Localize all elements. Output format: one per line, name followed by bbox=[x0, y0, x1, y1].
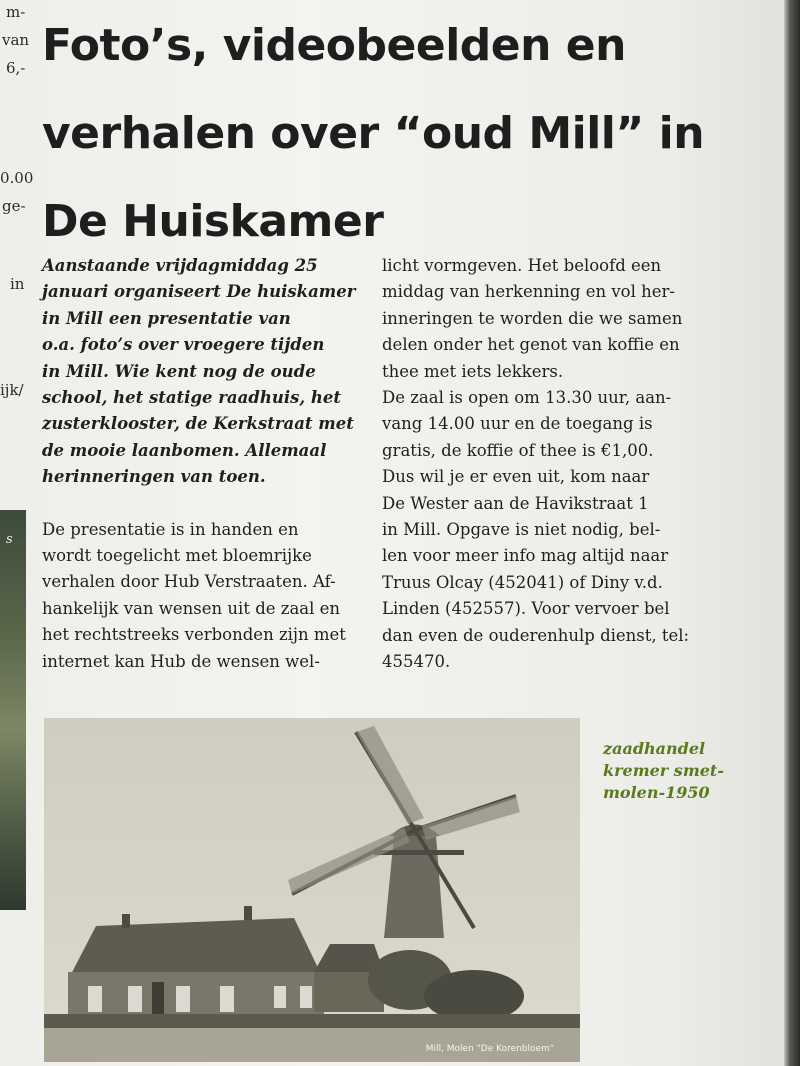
body-line: het rechtstreeks verbonden zijn met bbox=[42, 625, 346, 645]
photo-label: Mill, Molen "De Korenbloem" bbox=[425, 1044, 554, 1054]
body-line: inneringen te worden die we samen bbox=[382, 308, 683, 328]
intro-line: Aanstaande vrijdagmiddag 25 bbox=[42, 256, 318, 275]
windmill-photo bbox=[44, 718, 580, 1062]
neighbor-photo-text: s bbox=[6, 532, 13, 547]
neighbor-fragment: m- bbox=[6, 3, 26, 21]
article-headline bbox=[42, 2, 742, 266]
neighbor-fragment: ge- bbox=[2, 197, 26, 215]
body-line: dan even de ouderenhulp dienst, tel: bbox=[382, 625, 690, 645]
body-line: De presentatie is in handen en bbox=[42, 519, 299, 539]
body-line: len voor meer info mag altijd naar bbox=[382, 546, 669, 566]
body-line: Dus wil je er even uit, kom naar bbox=[382, 467, 650, 487]
intro-line: o.a. foto’s over vroegere tijden bbox=[42, 335, 325, 355]
headline-line: verhalen over “oud Mill” in bbox=[42, 108, 705, 159]
article-intro bbox=[42, 253, 372, 491]
body-line: 455470. bbox=[382, 652, 451, 672]
body-line: vang 14.00 uur en de toegang is bbox=[382, 414, 653, 434]
neighbor-photo bbox=[0, 510, 26, 910]
page-edge bbox=[784, 0, 800, 1066]
body-line: hankelijk van wensen uit de zaal en bbox=[42, 598, 341, 618]
body-line: verhalen door Hub Verstraaten. Af- bbox=[42, 572, 336, 592]
intro-line: zusterklooster, de Kerkstraat met bbox=[42, 414, 354, 434]
article-column-right bbox=[382, 253, 710, 676]
body-line: delen onder het genot van koffie en bbox=[382, 335, 680, 355]
body-line: gratis, de koffie of thee is €1,00. bbox=[382, 440, 654, 460]
neighbor-fragment: 6,- bbox=[6, 59, 26, 77]
windmill-photo-illustration bbox=[44, 718, 580, 1062]
caption-line: molen-1950 bbox=[603, 783, 710, 802]
body-line: wordt toegelicht met bloemrijke bbox=[42, 546, 312, 566]
article-column-left bbox=[42, 253, 372, 675]
neighbor-fragment: ijk/ bbox=[0, 381, 24, 399]
neighbor-fragment: 0.00 bbox=[0, 169, 34, 187]
article-body-right-p1 bbox=[382, 253, 710, 385]
headline-line: De Huiskamer bbox=[42, 196, 384, 247]
intro-line: januari organiseert De huiskamer bbox=[42, 282, 356, 302]
intro-line: de mooie laanbomen. Allemaal bbox=[42, 440, 327, 460]
neighbor-fragment: van bbox=[2, 31, 30, 49]
intro-line: herinneringen van toen. bbox=[42, 467, 266, 487]
body-line: thee met iets lekkers. bbox=[382, 361, 564, 381]
body-line: De Wester aan de Havikstraat 1 bbox=[382, 493, 649, 513]
body-line: middag van herkenning en vol her- bbox=[382, 282, 675, 302]
photo-caption bbox=[603, 738, 733, 804]
article-body-left bbox=[42, 517, 372, 675]
body-line: internet kan Hub de wensen wel- bbox=[42, 651, 320, 671]
intro-line: in Mill. Wie kent nog de oude bbox=[42, 361, 316, 381]
body-line: De zaal is open om 13.30 uur, aan- bbox=[382, 388, 672, 408]
body-line: in Mill. Opgave is niet nodig, bel- bbox=[382, 520, 661, 540]
body-line: Linden (452557). Voor vervoer bel bbox=[382, 599, 670, 619]
article-body-right-p2 bbox=[382, 385, 710, 675]
caption-line: zaadhandel bbox=[603, 739, 706, 758]
intro-line: school, het statige raadhuis, het bbox=[42, 388, 341, 408]
caption-line: kremer smet- bbox=[603, 761, 724, 780]
headline-line: Foto’s, videobeelden en bbox=[42, 20, 626, 71]
neighbor-fragment: in bbox=[10, 275, 25, 293]
body-line: licht vormgeven. Het beloofd een bbox=[382, 256, 662, 275]
body-line: Truus Olcay (452041) of Diny v.d. bbox=[382, 572, 663, 592]
intro-line: in Mill een presentatie van bbox=[42, 308, 291, 328]
